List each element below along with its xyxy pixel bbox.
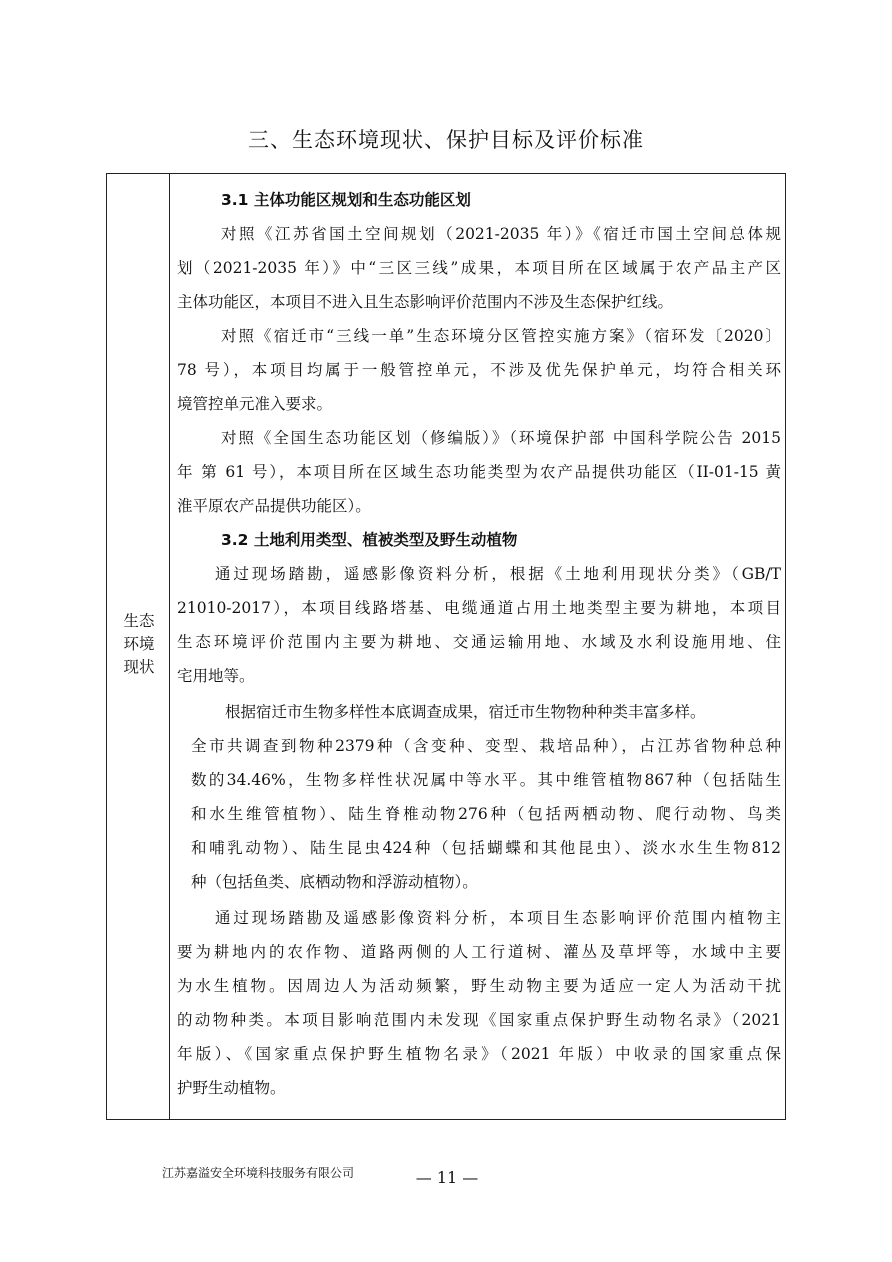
- text-line: 通过现场踏勘及遥感影像资料分析，本项目生态影响评价范围内植物主: [215, 909, 781, 927]
- text-line: 为水生植物。因周边人为活动频繁，野生动物主要为适应一定人为活动干扰: [177, 977, 781, 995]
- text-line: 的动物种类。本项目影响范围内未发现《国家重点保护野生动物名录》（2021: [177, 1011, 781, 1029]
- text-line: 对照《江苏省国土空间规划（2021-2035 年）》《宿迁市国土空间总体规: [221, 225, 781, 243]
- text-line: 淮平原农产品提供功能区）。: [177, 497, 371, 515]
- row-label-line: 现状: [123, 658, 155, 676]
- text-line: 要为耕地内的农作物、道路两侧的人工行道树、灌丛及草坪等，水域中主要: [177, 943, 781, 961]
- row-label-line: 环境: [123, 635, 155, 653]
- page-title: 三、生态环境现状、保护目标及评价标准: [248, 128, 644, 152]
- column-divider: [169, 174, 170, 1119]
- content-table: [106, 173, 786, 1120]
- text-line: 对照《宿迁市“三线一单”生态环境分区管控实施方案》（宿环发〔2020〕: [221, 327, 781, 345]
- row-label: [115, 610, 163, 679]
- text-line: 种（包括鱼类、底栖动物和浮游动植物）。: [191, 873, 478, 891]
- text-line: 根据宿迁市生物多样性本底调查成果，宿迁市生物物种种类丰富多样。: [225, 703, 706, 721]
- text-line: 通过现场踏勘，遥感影像资料分析，根据《土地利用现状分类》（GB/T: [215, 565, 781, 583]
- text-line: 主体功能区，本项目不进入且生态影响评价范围内不涉及生态保护红线。: [177, 293, 674, 311]
- text-line: 对照《全国生态功能区划（修编版）》（环境保护部 中国科学院公告 2015: [221, 429, 781, 447]
- text-line: 宅用地等。: [177, 667, 255, 685]
- text-line: 划（2021-2035 年）》中“三区三线”成果，本项目所在区域属于农产品主产区: [177, 259, 781, 277]
- text-line: 生态环境评价范围内主要为耕地、交通运输用地、水域及水利设施用地、住: [177, 633, 781, 651]
- text-line: 年版）、《国家重点保护野生植物名录》（2021 年版）中收录的国家重点保: [177, 1045, 781, 1063]
- text-line: 境管控单元准入要求。: [177, 395, 333, 413]
- section-heading: 3.1 主体功能区规划和生态功能区划: [221, 191, 471, 209]
- text-line: 21010-2017），本项目线路塔基、电缆通道占用土地类型主要为耕地，本项目: [177, 599, 781, 617]
- text-line: 护野生动植物。: [177, 1079, 286, 1097]
- text-line: 和水生维管植物）、陆生脊椎动物276种（包括两栖动物、爬行动物、鸟类: [191, 805, 781, 823]
- footer-company: 江苏嘉溢安全环境科技服务有限公司: [162, 1166, 355, 1180]
- text-line: 78 号），本项目均属于一般管控单元，不涉及优先保护单元，均符合相关环: [177, 361, 781, 379]
- row-label-line: 生态: [123, 612, 155, 630]
- page-number: — 11 —: [415, 1168, 479, 1187]
- section-heading: 3.2 土地利用类型、植被类型及野生动植物: [221, 531, 518, 549]
- text-line: 年 第 61 号），本项目所在区域生态功能类型为农产品提供功能区（II-01-15 黄: [177, 463, 781, 481]
- text-line: 数的34.46%，生物多样性状况属中等水平。其中维管植物867种（包括陆生: [191, 771, 781, 789]
- text-line: 全市共调查到物种2379种（含变种、变型、栽培品种），占江苏省物种总种: [191, 737, 781, 755]
- text-line: 和哺乳动物）、陆生昆虫424种（包括蝴蝶和其他昆虫）、淡水水生生物812: [191, 839, 781, 857]
